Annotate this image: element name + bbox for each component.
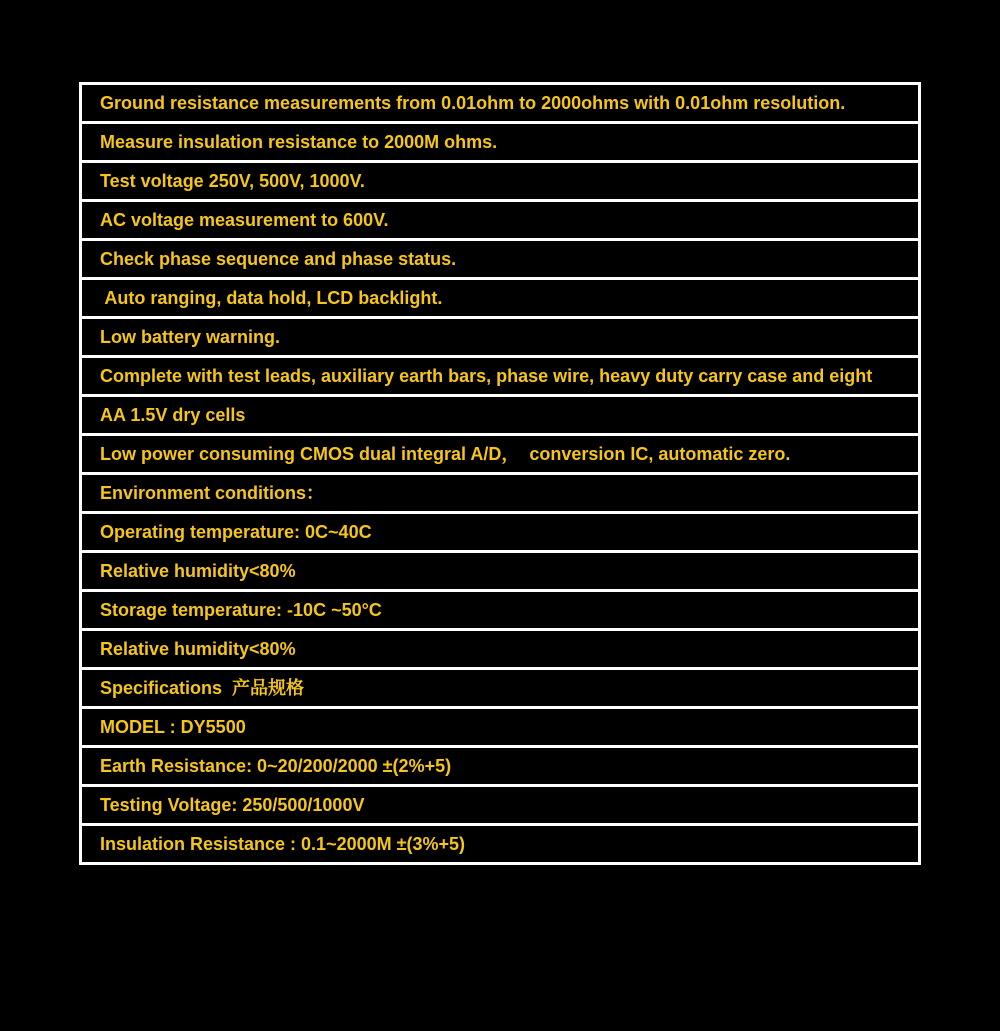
table-cell: Testing Voltage: 250/500/1000V — [81, 786, 920, 825]
table-cell: Check phase sequence and phase status. — [81, 240, 920, 279]
table-cell: Ground resistance measurements from 0.01ohm to 2000ohms with 0.01ohm resolution. — [81, 84, 920, 123]
table-cell: Storage temperature: -10C ~50°C — [81, 591, 920, 630]
table-cell: Low power consuming CMOS dual integral A/D， conversion IC, automatic zero. — [81, 435, 920, 474]
table-row — [81, 435, 920, 474]
table-row — [81, 123, 920, 162]
table-row — [81, 396, 920, 435]
specification-table — [79, 82, 921, 865]
table-row — [81, 240, 920, 279]
table-row — [81, 825, 920, 864]
table-row — [81, 786, 920, 825]
table-cell: Earth Resistance: 0~20/200/2000 ±(2%+5) — [81, 747, 920, 786]
table-row — [81, 708, 920, 747]
table-row — [81, 474, 920, 513]
table-row — [81, 591, 920, 630]
table-row — [81, 630, 920, 669]
table-cell: Environment conditions： — [81, 474, 920, 513]
table-cell: AC voltage measurement to 600V. — [81, 201, 920, 240]
table-row — [81, 357, 920, 396]
table-cell: Auto ranging, data hold, LCD backlight. — [81, 279, 920, 318]
table-row — [81, 669, 920, 708]
table-row — [81, 201, 920, 240]
table-row — [81, 279, 920, 318]
table-cell: AA 1.5V dry cells — [81, 396, 920, 435]
table-cell: Insulation Resistance : 0.1~2000M ±(3%+5) — [81, 825, 920, 864]
table-cell: Measure insulation resistance to 2000M ohms. — [81, 123, 920, 162]
table-row — [81, 552, 920, 591]
table-row — [81, 318, 920, 357]
table-row — [81, 747, 920, 786]
table-row — [81, 84, 920, 123]
table-row — [81, 513, 920, 552]
table-cell: Relative humidity<80% — [81, 552, 920, 591]
table-cell: Test voltage 250V, 500V, 1000V. — [81, 162, 920, 201]
table-cell: Specifications 产品规格 — [81, 669, 920, 708]
table-cell: Operating temperature: 0C~40C — [81, 513, 920, 552]
table-cell: Low battery warning. — [81, 318, 920, 357]
table-cell: Complete with test leads, auxiliary earth bars, phase wire, heavy duty carry case and eight — [81, 357, 920, 396]
table-cell: MODEL : DY5500 — [81, 708, 920, 747]
table-cell: Relative humidity<80% — [81, 630, 920, 669]
table-row — [81, 162, 920, 201]
